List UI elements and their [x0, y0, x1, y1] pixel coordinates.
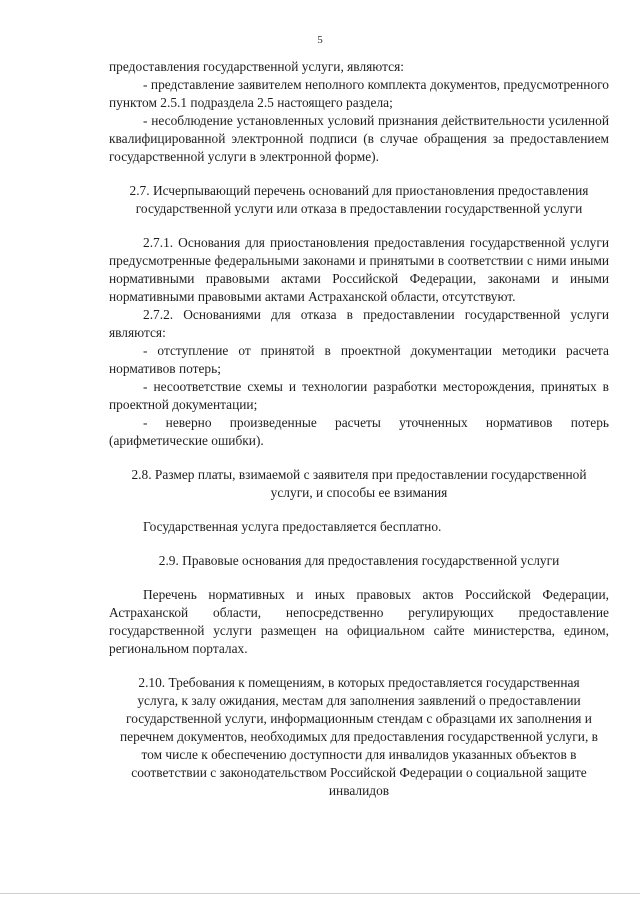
- spacer: [109, 536, 609, 552]
- paragraph: 2.7.2. Основаниями для отказа в предоставлении государственной услуги являются:: [109, 307, 609, 340]
- paragraph: Перечень нормативных и иных правовых актов Российской Федерации, Астраханской области, непосредственно регулирующих предоставление государственной услуги размещен на официальном сайте министерства, едином, региональном порталах.: [109, 587, 609, 656]
- document-body: [109, 58, 609, 800]
- spacer: [109, 502, 609, 518]
- spacer: [109, 450, 609, 466]
- scan-bottom-edge: [0, 893, 640, 894]
- section-heading: 2.8. Размер платы, взимаемой с заявителя при предоставлении государственной услуги, и способы ее взимания: [131, 467, 587, 500]
- paragraph: - несоответствие схемы и технологии разработки месторождения, принятых в проектной документации;: [109, 379, 609, 412]
- section-heading: 2.7. Исчерпывающий перечень оснований для приостановления предоставления государственной услуги или отказа в предоставлении государственной услуги: [129, 183, 589, 216]
- page-number: 5: [317, 34, 323, 46]
- paragraph: Государственная услуга предоставляется бесплатно.: [143, 519, 442, 534]
- paragraph: - неверно произведенные расчеты уточненных нормативов потерь (арифметические ошибки).: [109, 415, 609, 448]
- paragraph: 2.7.1. Основания для приостановления предоставления государственной услуги предусмотренные федеральными законами и принятыми в соответствии с ними иными нормативными правовыми актами Российской Федерации, законами и иными нормативными правовыми актами Астраханской области, отсутствуют.: [109, 235, 609, 304]
- spacer: [109, 570, 609, 586]
- section-heading: 2.10. Требования к помещениям, в которых предоставляется государственная услуга, к залу ожидания, местам для заполнения заявлений о предоставлении государственной услуги, информационным стендам с образцами их заполнения и перечнем документов, необходимых для предоставления государственной услуги, в том числе к обеспечению доступности для инвалидов указанных объектов в соответствии с законодательством Российской Федерации о социальной защите инвалидов: [120, 675, 598, 798]
- paragraph: - отступление от принятой в проектной документации методики расчета нормативов потерь;: [109, 343, 609, 376]
- spacer: [109, 218, 609, 234]
- spacer: [109, 166, 609, 182]
- paragraph: - несоблюдение установленных условий признания действительности усиленной квалифицированной электронной подписи (в случае обращения за предоставлением государственной услуги в электронной форме).: [109, 113, 609, 164]
- paragraph: предоставления государственной услуги, являются:: [109, 59, 404, 74]
- section-heading: 2.9. Правовые основания для предоставления государственной услуги: [158, 553, 560, 568]
- spacer: [109, 658, 609, 674]
- paragraph: - представление заявителем неполного комплекта документов, предусмотренного пунктом 2.5.1 подраздела 2.5 настоящего раздела;: [109, 77, 609, 110]
